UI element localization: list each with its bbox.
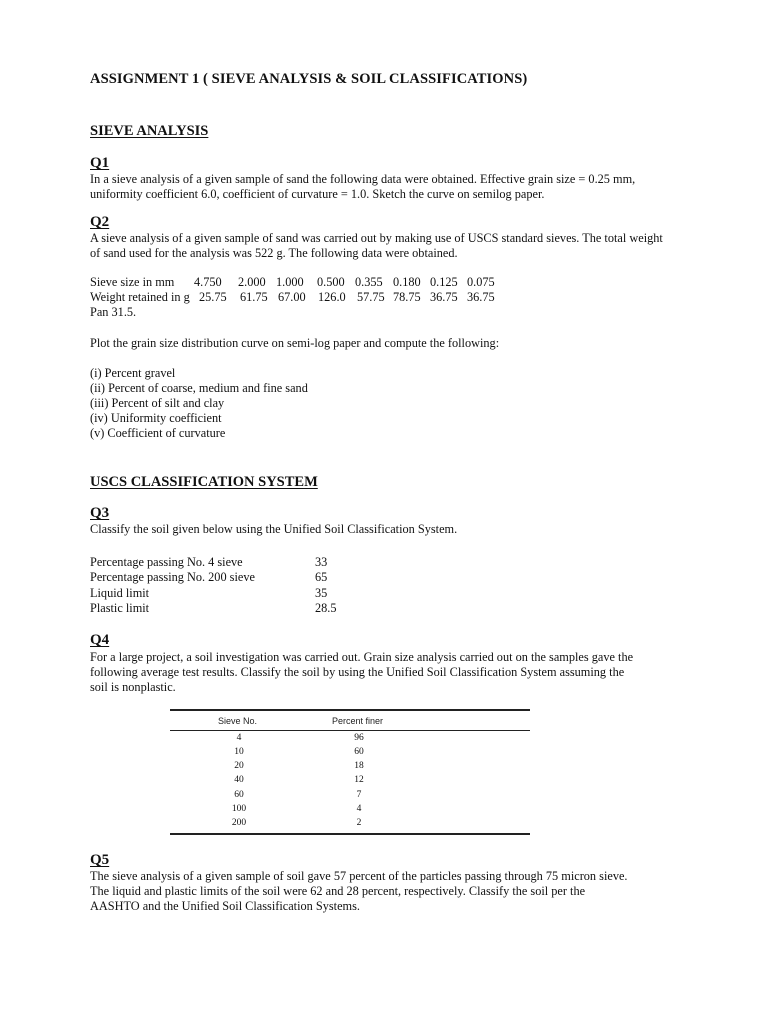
q3-data-value: 35 xyxy=(315,586,328,600)
table-header-rule xyxy=(170,730,530,731)
table-cell-percent-finer: 2 xyxy=(356,818,362,828)
table-row xyxy=(170,790,530,804)
table-header-percent-finer: Percent finer xyxy=(332,716,384,726)
table-cell-sieve-no: 40 xyxy=(234,775,244,785)
q3-data-label: Percentage passing No. 200 sieve xyxy=(90,570,255,584)
question-label-q1: Q1 xyxy=(90,155,110,171)
q1-line: uniformity coefficient 6.0, coefficient of curvature = 1.0. Sketch the curve on semilog paper. xyxy=(90,187,545,201)
weight-value: 61.75 xyxy=(240,290,268,304)
q5-line: The liquid and plastic limits of the soil were 62 and 28 percent, respectively. Classify the soil per the xyxy=(90,884,586,898)
table-top-rule xyxy=(170,709,530,711)
weight-value: 57.75 xyxy=(357,290,385,304)
q3-data-label: Percentage passing No. 4 sieve xyxy=(90,555,243,569)
sieve-table xyxy=(170,709,530,835)
table-row xyxy=(170,818,530,832)
table-bottom-rule xyxy=(170,833,530,835)
weight-value: 126.0 xyxy=(318,290,346,304)
table-row xyxy=(170,733,530,747)
question-label-q2: Q2 xyxy=(90,214,110,230)
question-label-q5: Q5 xyxy=(90,852,110,868)
table-row xyxy=(170,804,530,818)
q3-data-label: Liquid limit xyxy=(90,586,150,600)
q3-data-value: 65 xyxy=(315,570,328,584)
q2-text xyxy=(90,231,678,261)
sieve-size-value: 2.000 xyxy=(238,275,266,289)
q2-list-item: (v) Coefficient of curvature xyxy=(90,426,226,440)
table-cell-percent-finer: 96 xyxy=(354,733,364,743)
q2-line: of sand used for the analysis was 522 g. The following data were obtained. xyxy=(90,246,458,260)
sieve-size-value: 0.125 xyxy=(430,275,458,289)
section-heading-sieve-analysis: SIEVE ANALYSIS xyxy=(90,123,209,139)
weight-value: 36.75 xyxy=(467,290,495,304)
table-row xyxy=(170,747,530,761)
q4-line: For a large project, a soil investigation was carried out. Grain size analysis carried out on the samples gave the xyxy=(90,650,634,664)
q5-line: The sieve analysis of a given sample of soil gave 57 percent of the particles passing through 75 micron sieve. xyxy=(90,869,628,883)
table-cell-sieve-no: 10 xyxy=(234,747,244,757)
table-cell-sieve-no: 4 xyxy=(236,733,242,743)
q1-text xyxy=(90,172,678,202)
question-label-q3: Q3 xyxy=(90,505,110,521)
q3-data-row xyxy=(90,601,490,616)
table-cell-sieve-no: 100 xyxy=(231,804,247,814)
q5-line: AASHTO and the Unified Soil Classification Systems. xyxy=(90,899,360,913)
q2-instruction: Plot the grain size distribution curve on semi-log paper and compute the following: xyxy=(90,336,500,350)
q2-list-item: (ii) Percent of coarse, medium and fine sand xyxy=(90,381,308,395)
sieve-size-value: 4.750 xyxy=(194,275,222,289)
q3-data-row xyxy=(90,570,490,585)
weight-value: 36.75 xyxy=(430,290,458,304)
q4-line: following average test results. Classify the soil by using the Unified Soil Classification System assuming the xyxy=(90,665,625,679)
q2-list-item: (i) Percent gravel xyxy=(90,366,176,380)
weight-value: 25.75 xyxy=(199,290,227,304)
table-row xyxy=(170,761,530,775)
table-cell-percent-finer: 7 xyxy=(356,790,362,800)
table-header-sieve-no: Sieve No. xyxy=(218,716,258,726)
table-cell-percent-finer: 12 xyxy=(354,775,364,785)
table-cell-sieve-no: 20 xyxy=(234,761,244,771)
sieve-size-value: 1.000 xyxy=(276,275,304,289)
weight-value: 78.75 xyxy=(393,290,421,304)
q2-list-item: (iv) Uniformity coefficient xyxy=(90,411,222,425)
sieve-size-value: 0.075 xyxy=(467,275,495,289)
question-label-q4: Q4 xyxy=(90,632,110,648)
q3-data-value: 33 xyxy=(315,555,328,569)
table-cell-percent-finer: 4 xyxy=(356,804,362,814)
assignment-title: ASSIGNMENT 1 ( SIEVE ANALYSIS & SOIL CLASSIFICATIONS) xyxy=(90,71,528,87)
table-cell-sieve-no: 60 xyxy=(234,790,244,800)
sieve-size-value: 0.355 xyxy=(355,275,383,289)
q5-text xyxy=(90,869,678,914)
weight-retained-label: Weight retained in g xyxy=(90,290,190,304)
q2-list-item: (iii) Percent of silt and clay xyxy=(90,396,225,410)
q4-text xyxy=(90,650,678,695)
q3-data-label: Plastic limit xyxy=(90,601,150,615)
q3-text: Classify the soil given below using the Unified Soil Classification System. xyxy=(90,522,458,536)
weight-value: 67.00 xyxy=(278,290,306,304)
sieve-size-label: Sieve size in mm xyxy=(90,275,175,289)
section-heading-uscs: USCS CLASSIFICATION SYSTEM xyxy=(90,474,318,490)
pan-weight: Pan 31.5. xyxy=(90,305,137,319)
table-cell-sieve-no: 200 xyxy=(231,818,247,828)
table-cell-percent-finer: 18 xyxy=(354,761,364,771)
q3-data-row xyxy=(90,555,490,570)
q1-line: In a sieve analysis of a given sample of sand the following data were obtained. Effective grain size = 0.25 mm, xyxy=(90,172,636,186)
table-row xyxy=(170,775,530,789)
sieve-size-value: 0.500 xyxy=(317,275,345,289)
q3-data-value: 28.5 xyxy=(315,601,337,615)
q4-line: soil is nonplastic. xyxy=(90,680,176,694)
sieve-size-value: 0.180 xyxy=(393,275,421,289)
q3-data-row xyxy=(90,586,490,601)
q2-line: A sieve analysis of a given sample of sand was carried out by making use of USCS standard sieves. The total weight xyxy=(90,231,663,245)
table-cell-percent-finer: 60 xyxy=(354,747,364,757)
